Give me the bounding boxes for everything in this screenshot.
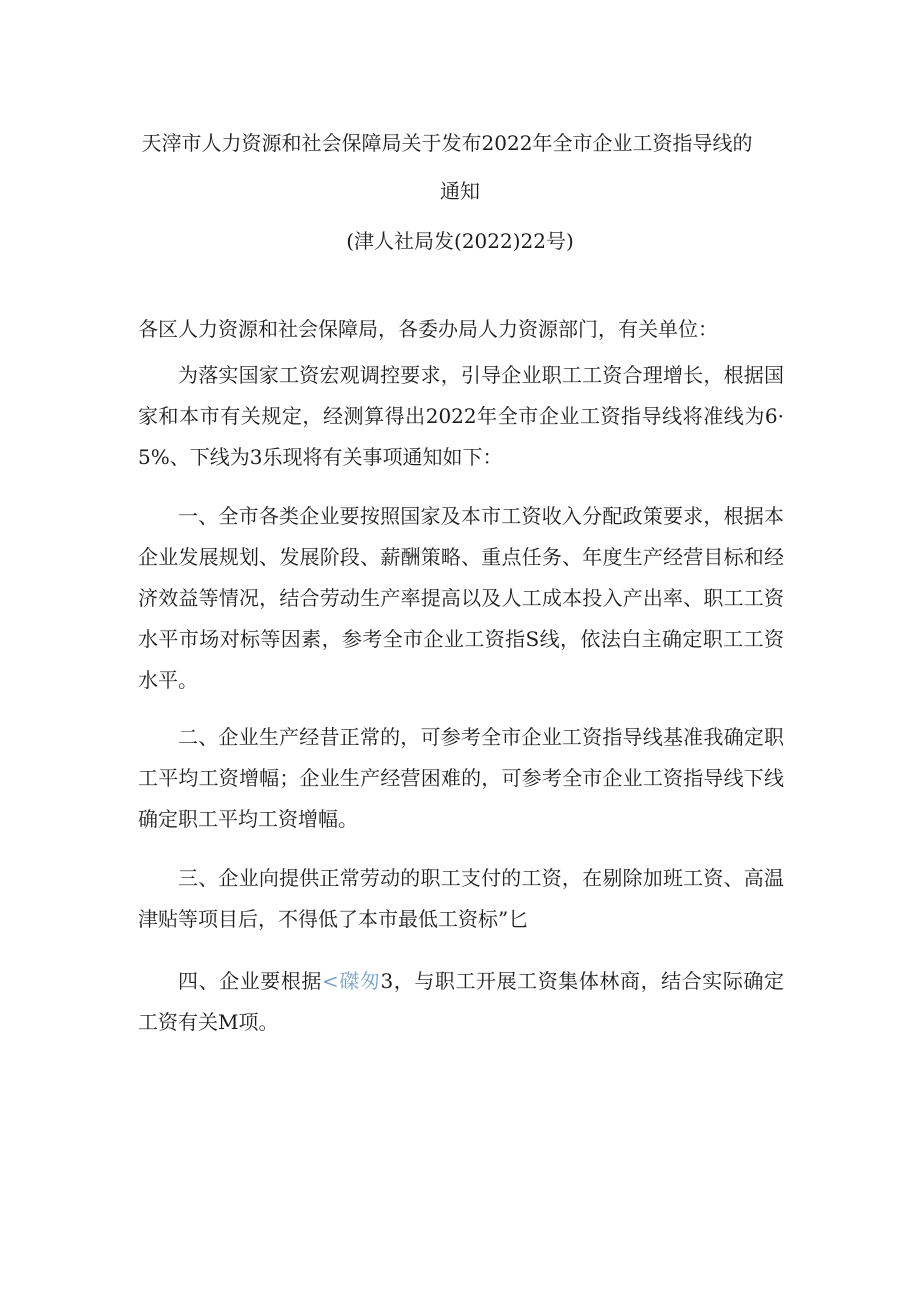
garbled-highlighted-text: <磔匆 — [321, 969, 381, 993]
salutation: 各区人力资源和社会保障局，各委办局人力资源部门，有关单位： — [138, 317, 718, 341]
document-number: (津人社局发(2022)22号) — [346, 229, 574, 253]
document-title-line-2: 通知 — [440, 179, 480, 203]
paragraph-item-3: 三、企业向提供正常劳动的职工支付的工资，在剔除加班工资、高温津贴等项目后，不得低了本市最低工资标”匕 — [138, 866, 784, 931]
document-title-line-1: 天滓市人力资源和社会保障局关于发布2022年全市企业工资指导线的 — [141, 131, 753, 155]
paragraph-item-1: 一、全市各类企业要按照国家及本市工资收入分配政策要求，根据本企业发展规划、发展阶段、薪酬策略、重点任务、年度生产经营目标和经济效益等情况，结合劳动生产率提高以及人工成本投入产出率、职工工资水平市场对标等因素，参考全市企业工资指S线，依法白主确定职工工资水平。 — [138, 504, 784, 692]
paragraph-intro: 为落实国家工资宏观调控要求，引导企业职工工资合理增长，根据国家和本市有关规定，经测算得出2022年全市企业工资指导线将准线为6·5%、下线为3乐现将有关事项通知如下： — [138, 363, 784, 469]
paragraph-item-4-end: 3，与职工开展工资集体林商，结合实际确定工资有关M项。 — [138, 969, 784, 1034]
paragraph-item-4 — [138, 961, 784, 1043]
paragraph-item-2: 二、企业生产经昔正常的，可参考全市企业工资指导线基准我确定职工平均工资增幅；企业生产经营困难的，可参考全市企业工资指导线下线确定职工平均工资增幅。 — [138, 725, 784, 831]
paragraph-item-4-start: 四、企业要根据 — [178, 969, 322, 993]
